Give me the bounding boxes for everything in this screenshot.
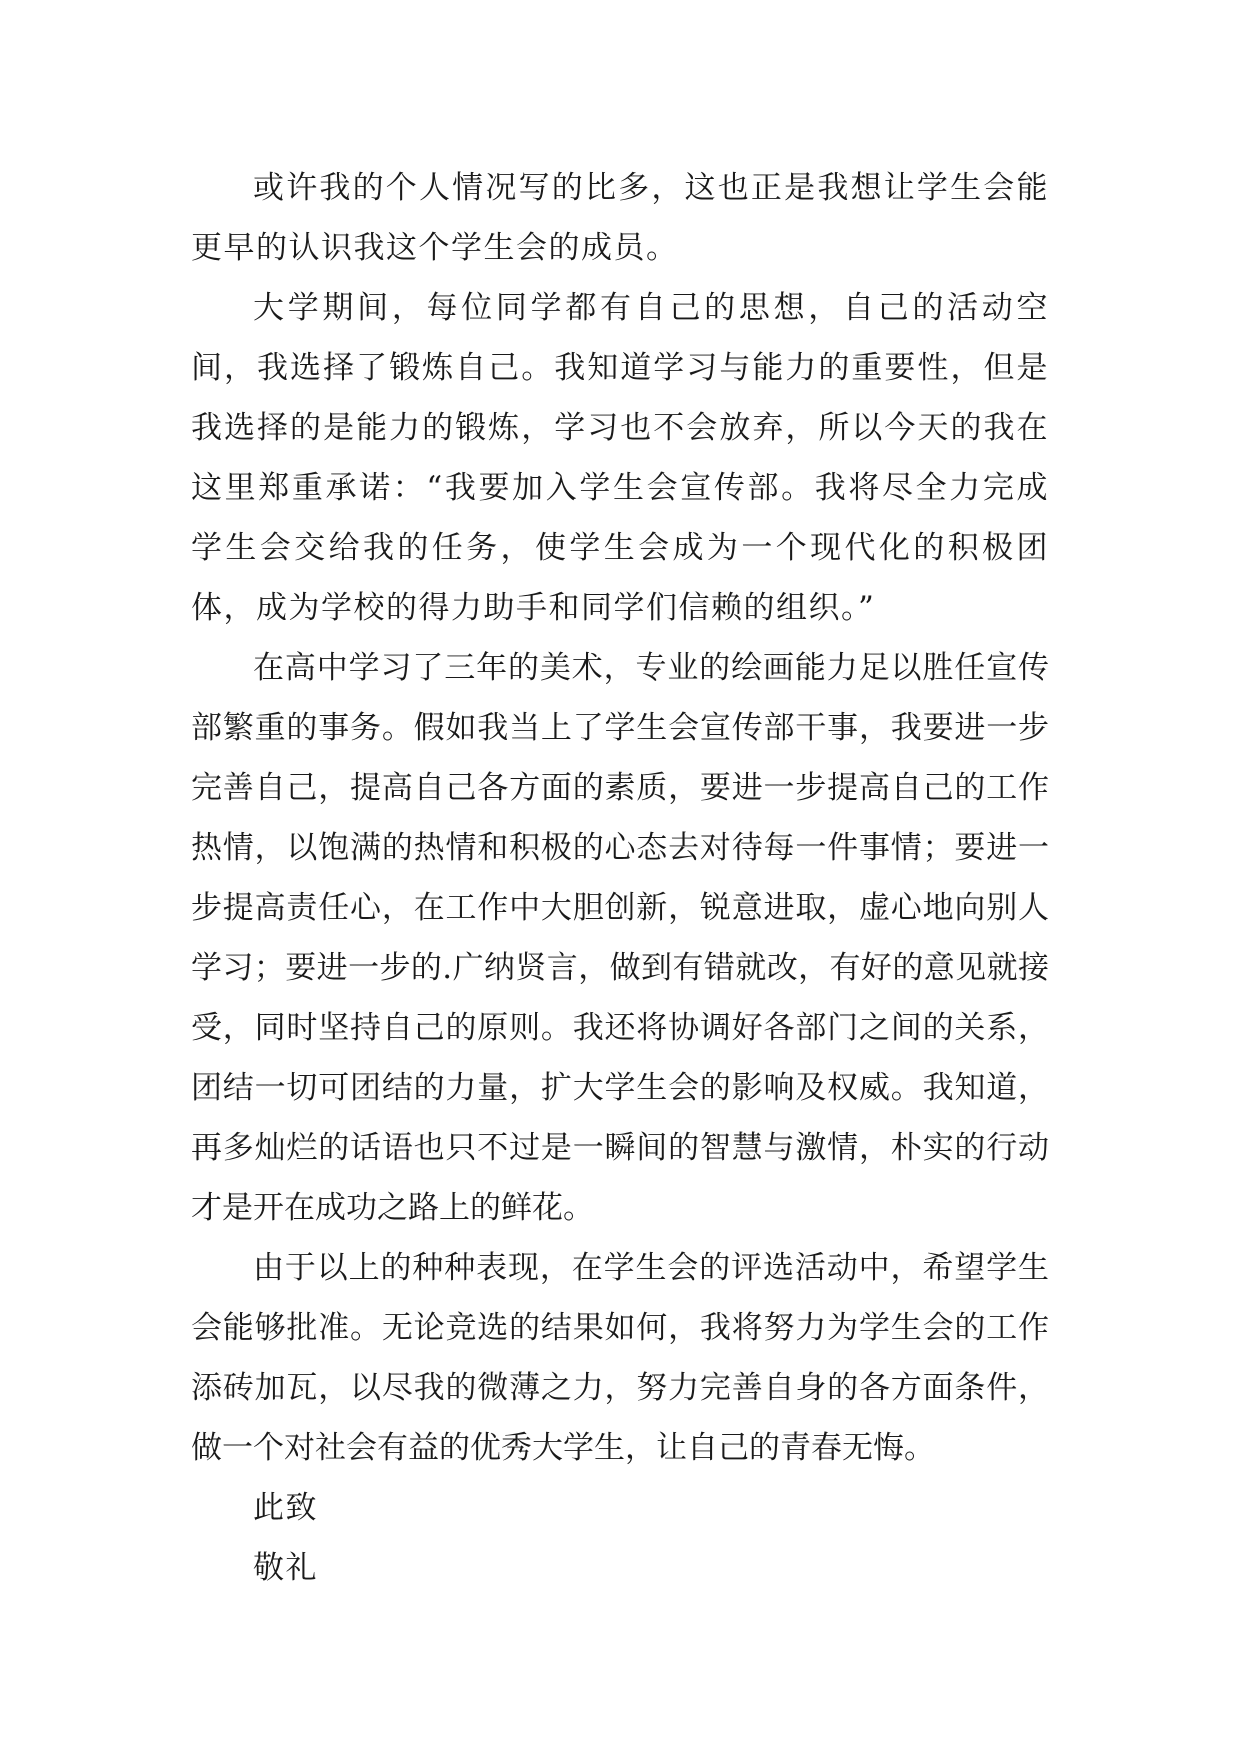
paragraph-4: 由于以上的种种表现，在学生会的评选活动中，希望学生会能够批准。无论竞选的结果如何，我将努力为学生会的工作添砖加瓦，以尽我的微薄之力，努力完善自身的各方面条件，做一个对社会有益的优秀大学生，让自己的青春无悔。 (191, 1250, 1049, 1466)
paragraph-2: 大学期间，每位同学都有自己的思想，自己的活动空间，我选择了锻炼自己。我知道学习与能力的重要性，但是我选择的是能力的锻炼，学习也不会放弃，所以今天的我在这里郑重承诺：“我要加入学生会宣传部。我将尽全力完成学生会交给我的任务，使学生会成为一个现代化的积极团体，成为学校的得力助手和同学们信赖的组织。” (191, 290, 1049, 626)
paragraph-3: 在高中学习了三年的美术，专业的绘画能力足以胜任宣传部繁重的事务。假如我当上了学生会宣传部干事，我要进一步完善自己，提高自己各方面的素质，要进一步提高自己的工作热情，以饱满的热情和积极的心态去对待每一件事情；要进一步提高责任心，在工作中大胆创新，锐意进取，虚心地向别人学习；要进一步的.广纳贤言，做到有错就改，有好的意见就接受，同时坚持自己的原则。我还将协调好各部门之间的关系，团结一切可团结的力量，扩大学生会的影响及权威。我知道，再多灿烂的话语也只不过是一瞬间的智慧与激情，朴实的行动才是开在成功之路上的鲜花。 (191, 650, 1049, 1226)
closing-regards: 敬礼 (253, 1550, 318, 1586)
paragraph-1: 或许我的个人情况写的比多，这也正是我想让学生会能更早的认识我这个学生会的成员。 (191, 170, 1049, 266)
document-page (191, 158, 1049, 1598)
closing-salutation: 此致 (253, 1490, 318, 1526)
